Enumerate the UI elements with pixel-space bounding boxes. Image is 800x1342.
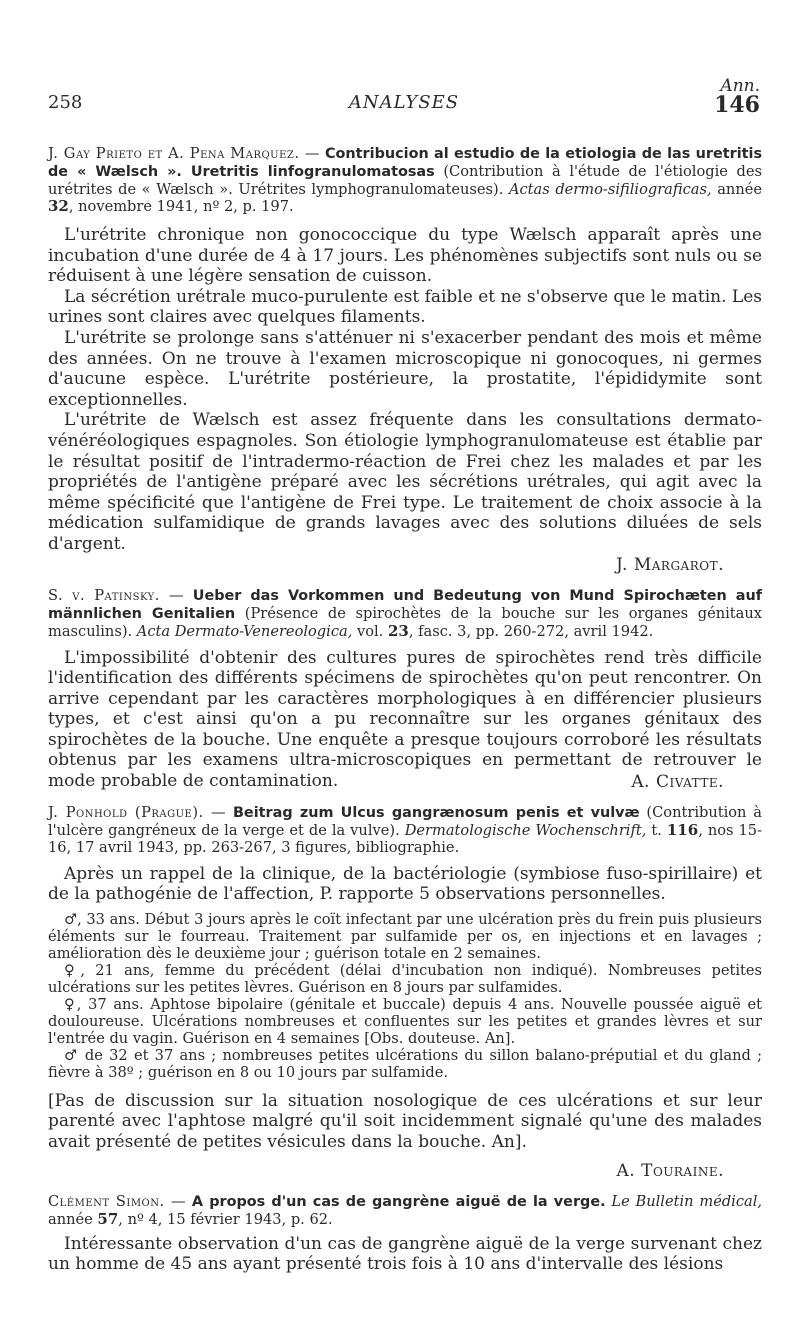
paragraph: Intéressante observation d'un cas de gangrène aiguë de la verge survenant chez un homme de 45 ans ayant présenté trois fois à 10 ans d'intervalle des lésions [48, 1233, 762, 1275]
article-volume: 116 [666, 820, 699, 839]
signature [48, 1161, 762, 1181]
article-title: Contribucion al estudio de la etiologia de las uretritis de « Wælsch ». Uretritis linfogranulomatosas [48, 146, 763, 180]
article-year-label: année [711, 181, 762, 198]
signature-text: A. Civatte. [631, 771, 724, 792]
article-citation [48, 145, 762, 215]
article-translation: (Présence de spirochètes de la bouche sur les organes génitaux masculins). [48, 604, 762, 640]
article-volume: 57 [97, 1209, 119, 1228]
article-authors: Clément Simon. — [48, 1192, 187, 1210]
article-translation: (Contribution à l'ulcère gangréneux de la verge et de la vulve). [48, 803, 762, 839]
observation: ♂, 33 ans. Début 3 jours après le coït infectant par une ulcération près du frein puis plusieurs éléments sur le fourreau. Traitement par sulfamide per os, en injections et en lavages ; amélioration dès le deuxième jour ; guérison totale en 2 semaines. [48, 910, 762, 962]
paragraph: La sécrétion urétrale muco-purulente est faible et ne s'observe que le matin. Les urines sont claires avec quelques filaments. [48, 286, 762, 328]
article-authors: J. Gay Prieto et A. Pena Marquez. — [48, 145, 321, 162]
paragraph: L'urétrite chronique non gonococcique du type Wælsch apparaît après une incubation d'une durée de 4 à 17 jours. Les phénomènes subjectifs sont nuls ou se réduisent à une légère sensation de cuisson. [48, 225, 762, 287]
article-title: Beitrag zum Ulcus gangrænosum penis et vulvæ [232, 804, 640, 821]
paragraph: Après un rappel de la clinique, de la bactériologie (symbiose fuso-spirillaire) et de la pathogénie de l'affection, P. rapporte 5 observations personnelles. [48, 863, 762, 905]
page-number-right: 146 [714, 92, 760, 118]
article-ref-rest: , fasc. 3, pp. 260-272, avril 1942. [408, 622, 654, 640]
paragraph: L'impossibilité d'obtenir des cultures pures de spirochètes rend très difficile l'identification des différents spécimens de spirochètes qu'on peut rencontrer. On arrive cependant par les caractères morphologiques à en différencier plusieurs types, et c'est ainsi qu'on a pu reconnaître sur les organes génitaux des spirochètes de la bouche. Une enquête a presque toujours corroboré les résultats obtenus par les examens ultra-microscopiques en permettant de retrouver le mode probable de contamination. [48, 647, 762, 792]
article-ref-rest: , nº 4, 15 février 1943, p. 62. [118, 1210, 333, 1228]
article-citation [48, 804, 762, 856]
observation: ♂ de 32 et 37 ans ; nombreuses petites ulcérations du sillon balano-préputial et du gland ; fièvre à 38º ; guérison en 8 ou 10 jours par sulfamide. [48, 1046, 762, 1081]
article-ponhold [48, 804, 762, 1181]
article-citation [48, 1193, 762, 1228]
article-vol-label: vol. [352, 622, 388, 640]
editor-note: [Pas de discussion sur la situation nosologique de ces ulcérations et sur leur parenté avec l'aphtose malgré qu'il soit incidemment signalé qu'une des malades avait présenté de petites vésicules dans la bouche. An]. [48, 1090, 762, 1153]
article-title: A propos d'un cas de gangrène aiguë de la verge. [191, 1193, 606, 1210]
article-tome-label: t. [646, 821, 667, 839]
page-number-left: 258 [48, 92, 83, 113]
signature [48, 555, 762, 575]
page-content [48, 145, 762, 1275]
article-journal: Dermatologische Wochenschrift, [404, 821, 647, 839]
signature-text: A. Touraine. [616, 1160, 724, 1181]
article-journal: Le Bulletin médical, [605, 1192, 763, 1210]
article-clement-simon [48, 1193, 762, 1275]
running-title: ANALYSES [348, 92, 460, 113]
article-volume: 23 [387, 621, 409, 640]
article-authors: S. v. Patinsky. — [48, 586, 185, 604]
page-header [48, 92, 760, 118]
annotation-ann: Ann. [720, 76, 760, 96]
paragraph: L'urétrite se prolonge sans s'atténuer ni s'exacerber pendant des mois et même des années. On ne trouve à l'examen microscopique ni gonocoques, ni germes d'aucune espèce. L'urétrite postérieure, la prostatite, l'épididymite sont exceptionnelles. [48, 327, 762, 410]
article-ref-rest: , nos 15-16, 17 avril 1943, pp. 263-267, 3 figures, bibliographie. [48, 821, 762, 856]
article-journal: Actas dermo-sifiliograficas, [508, 181, 712, 198]
article-journal: Acta Dermato-Venereologica, [136, 622, 353, 640]
article-ref-rest: , novembre 1941, nº 2, p. 197. [68, 198, 294, 215]
article-translation: (Contribution à l'étude de l'étiologie des urétrites de « Wælsch ». Urétrites lymphogranulomateuses). [48, 163, 762, 198]
signature-text: J. Margarot. [616, 554, 724, 575]
article-citation [48, 587, 762, 640]
article-authors: J. Ponhold (Prague). — [48, 803, 227, 821]
observation: ♀, 21 ans, femme du précédent (délai d'incubation non indiqué). Nombreuses petites ulcérations sur les petites lèvres. Guérison en 8 jours par sulfamides. [48, 961, 762, 996]
article-year-label: année [48, 1210, 98, 1228]
article-title: Ueber das Vorkommen und Bedeutung von Mund Spirochæten auf männlichen Genitalien [48, 587, 762, 622]
observation: ♀, 37 ans. Aphtose bipolaire (génitale et buccale) depuis 4 ans. Nouvelle poussée aiguë et douloureuse. Ulcérations nombreuses et confluentes sur les petites et grandes lèvres et sur l'entrée du vagin. Guérison en 4 semaines [Obs. douteuse. An]. [48, 995, 762, 1047]
article-gay-prieto [48, 145, 762, 575]
paragraph: L'urétrite de Wælsch est assez fréquente dans les consultations dermato-vénéréologiques espagnoles. Son étiologie lymphogranulomateuse est établie par le résultat positif de l'intradermo-réaction de Frei chez les malades et par les propriétés de l'antigène préparé avec les sécrétions urétrales, qui agit avec la même spécificité que l'antigène de Frei type. Le traitement de choix associe à la médication sulfamidique de grands lavages avec des solutions diluées de sels d'argent. [48, 410, 762, 554]
article-patinsky [48, 587, 762, 792]
article-volume: 32 [48, 197, 69, 215]
